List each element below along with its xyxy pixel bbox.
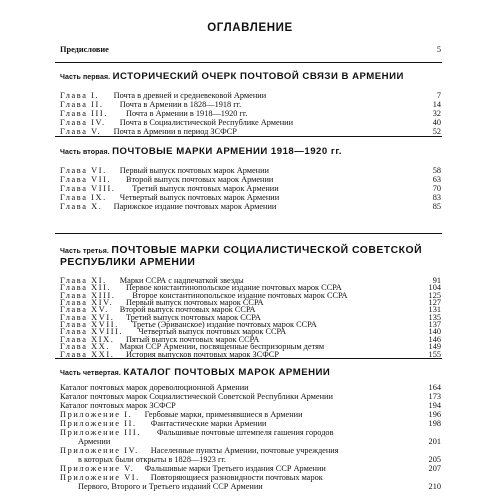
toc-entry-text: Каталог почтовых марок дореволюционной Армении (60, 383, 249, 392)
chapter-label: Глава XVII. (60, 320, 119, 330)
toc-row (60, 184, 441, 193)
toc-entry-page: 104 (428, 283, 441, 293)
chapter-label: Глава XV. (60, 305, 109, 315)
chapter-label: Глава IV. (60, 118, 106, 128)
toc-entry-page: 207 (428, 464, 441, 473)
part-title: ИСТОРИЧЕСКИЙ ОЧЕРК ПОЧТОВОЙ СВЯЗИ В АРМЕНИИ (112, 71, 404, 82)
toc-row (60, 118, 441, 127)
toc-entry-text: История выпусков почтовых марок ЗСФСР (126, 349, 279, 359)
preface-text: Предисловие (60, 45, 109, 54)
toc-row (60, 482, 441, 491)
chapter-label: Глава VIII. (60, 184, 116, 194)
toc-entry-text: Второе константинопольское издание почтовых марок ССРА (132, 290, 348, 300)
chapter-label: Глава VI. (60, 166, 107, 175)
toc-entry-text: Почта в Армении в 1828—1918 гг. (119, 100, 242, 110)
toc-entry-page: 137 (428, 320, 441, 330)
toc-row (60, 419, 441, 428)
toc-entry-text: Фантастические марки Армении (150, 419, 267, 428)
toc-entry-page: 40 (432, 118, 441, 128)
chapter-label: Приложение III. (60, 428, 141, 437)
part-label: Часть четвертая. (60, 370, 121, 377)
part-title: КАТАЛОГ ПОЧТОВЫХ МАРОК АРМЕНИИ (123, 367, 331, 378)
toc-entry-text: Населенные пункты Армении, почтовые учреждения (150, 446, 339, 455)
toc-entry-text: Фальшивые марки Третьего издания ССР Армении (144, 464, 326, 473)
part-title-line2: РЕСПУБЛИКИ АРМЕНИИ (60, 257, 196, 268)
chapter-label: Глава XI. (60, 276, 107, 285)
chapter-label: Глава IX. (60, 193, 107, 203)
toc-entry-page: 83 (432, 193, 441, 203)
toc-entry-page: 135 (428, 312, 441, 322)
toc-entry-page: 125 (428, 290, 441, 300)
chapter-label: Приложение I. (60, 410, 133, 419)
toc-entry-text: Первый выпуск почтовых марок Армении (119, 166, 269, 175)
chapter-label: Глава X. (60, 202, 103, 212)
chapter-label: Приложение VI. (60, 473, 140, 482)
toc-entry-text: Почта в древней и средневековой Армении (113, 91, 267, 100)
toc-row (60, 100, 441, 109)
part-heading-2 (60, 146, 450, 158)
toc-entry-text: Четвертый выпуск почтовых марок Армении (119, 193, 280, 203)
toc-entry-page: 201 (428, 437, 441, 446)
chapter-label: Приложение IV. (60, 446, 139, 455)
chapter-label: Глава V. (60, 127, 102, 137)
chapter-label: Глава XIV. (60, 298, 114, 308)
toc-entry-text: Третье (Эриванское) издание почтовых марок ССРА (132, 320, 317, 330)
chapter-label: Глава XX. (60, 342, 111, 352)
chapter-label: Глава XVI. (60, 312, 115, 322)
toc-entry-text: Второй выпуск почтовых марок ССРА (119, 305, 256, 315)
preface-page: 5 (436, 45, 441, 54)
toc-entry-text: Марки ССРА с надпечаткой звезды (119, 276, 244, 285)
toc-row (60, 437, 441, 446)
chapter-label: Глава I. (60, 91, 100, 100)
toc-row (60, 175, 441, 184)
toc-row (60, 383, 441, 392)
chapter-label: Глава XVIII. (60, 327, 124, 337)
toc-entry-page: 205 (428, 455, 441, 464)
toc-row (60, 473, 441, 482)
part-label: Часть первая. (60, 74, 111, 81)
toc-entry-page: 140 (428, 327, 441, 337)
toc-entry-page: 196 (428, 410, 441, 419)
toc-entry-text: Пятый выпуск почтовых марок ССРА (126, 334, 260, 344)
toc-entry-page: 70 (432, 184, 441, 194)
toc-entry-page: 149 (428, 342, 441, 352)
toc-entry-text: Парижское издание почтовых марок Армении (113, 202, 277, 212)
toc-row (60, 166, 441, 175)
part-label: Часть третья. (60, 248, 109, 255)
toc-row (60, 392, 441, 401)
toc-entry-text: Почта в Социалистической Республике Армении (119, 118, 294, 128)
toc-entry-text: Второй выпуск почтовых марок Армении (126, 175, 274, 185)
toc-entry-page: 131 (428, 305, 441, 315)
toc-entry-text: Каталог почтовых марок Социалистической Советской Республики Армении (60, 392, 333, 401)
toc-row (60, 401, 441, 410)
toc-row (60, 446, 441, 455)
toc-entry-page: 52 (432, 127, 441, 137)
part-label: Часть вторая. (60, 149, 110, 156)
toc-row (60, 193, 441, 202)
toc-entry-page: 63 (432, 175, 441, 185)
toc-row (60, 464, 441, 473)
chapter-label: Приложение V. (60, 464, 135, 473)
toc-entry-page: 7 (436, 91, 441, 100)
toc-entry-page: 58 (432, 166, 441, 175)
part-heading-1 (60, 71, 450, 83)
toc-row (60, 455, 441, 464)
toc-entry-page: 194 (428, 401, 441, 410)
part-heading-4 (60, 367, 450, 379)
toc-entry-page: 146 (428, 334, 441, 344)
toc-entry-page: 198 (428, 419, 441, 428)
toc-entry-page: 32 (432, 109, 441, 119)
part-heading-3 (60, 245, 450, 268)
toc-entry-page: 210 (428, 482, 441, 491)
divider (55, 136, 442, 137)
divider (55, 358, 442, 359)
toc-row (60, 410, 441, 419)
toc-row (60, 91, 441, 100)
toc-entry-page: 91 (432, 276, 441, 285)
toc-entry-text: Почта в Армении в 1918—1920 гг. (126, 109, 248, 119)
toc-row (60, 109, 441, 118)
chapter-label: Приложение II. (60, 419, 137, 428)
toc-entry-text: Первый выпуск почтовых марок ССРА (126, 298, 264, 308)
toc-entry-page: 14 (432, 100, 441, 110)
toc-row (60, 428, 441, 437)
part-title: ПОЧТОВЫЕ МАРКИ СОЦИАЛИСТИЧЕСКОЙ СОВЕТСКОЙ (111, 245, 423, 256)
toc-entry-page: 164 (428, 383, 441, 392)
divider (55, 233, 442, 234)
toc-entry-text: Фальшивые почтовые штемпеля гашения городов (157, 428, 334, 437)
chapter-label: Глава XIII. (60, 290, 116, 300)
chapter-label: Глава III. (60, 109, 108, 119)
part-title: ПОЧТОВЫЕ МАРКИ АРМЕНИИ 1918—1920 гг. (112, 146, 343, 157)
chapter-label: Глава XIX. (60, 334, 115, 344)
toc-entry-page: 85 (432, 202, 441, 212)
toc-entry-page: 127 (428, 298, 441, 308)
toc-entry-text: в которых были открыты в 1828—1923 гг. (78, 455, 226, 464)
toc-entry-page: 155 (428, 349, 441, 359)
chapter-label: Глава II. (60, 100, 104, 110)
toc-entry-text: Каталог почтовых марок ЗСФСР (60, 401, 176, 410)
chapter-label: Глава VII. (60, 175, 112, 185)
toc-row (60, 202, 441, 211)
toc-entry-page: 173 (428, 392, 441, 401)
chapter-label: Глава XII. (60, 283, 112, 293)
toc-entry-text: Марки ССР Армении, посвященные беспризорным детям (119, 342, 325, 352)
toc-entry-text: Гербовые марки, применявшиеся в Армении (144, 410, 303, 419)
toc-entry-text: Почта в Армении в период ЗСФСР (113, 127, 237, 137)
toc-entry-text: Первое константинопольское издание почтовых марок ССРА (126, 283, 342, 293)
toc-entry-text: Повторяющиеся разновидности почтовых марок (150, 473, 323, 482)
toc-entry-text: Армении (78, 437, 111, 446)
toc-entry-text: Четвертый выпуск почтовых марок ССРА (138, 327, 287, 337)
chapter-label: Глава XXI. (60, 349, 115, 359)
preface-row (60, 45, 441, 54)
toc-entry-text: Первого, Второго и Третьего изданий ССР Армении (78, 482, 263, 491)
toc-title: ОГЛАВЛЕНИЕ (207, 22, 293, 34)
toc-entry-text: Третий выпуск почтовых марок Армении (132, 184, 279, 194)
toc-entry-text: Третий выпуск почтовых марок ССРА (126, 312, 261, 322)
divider (55, 62, 442, 63)
